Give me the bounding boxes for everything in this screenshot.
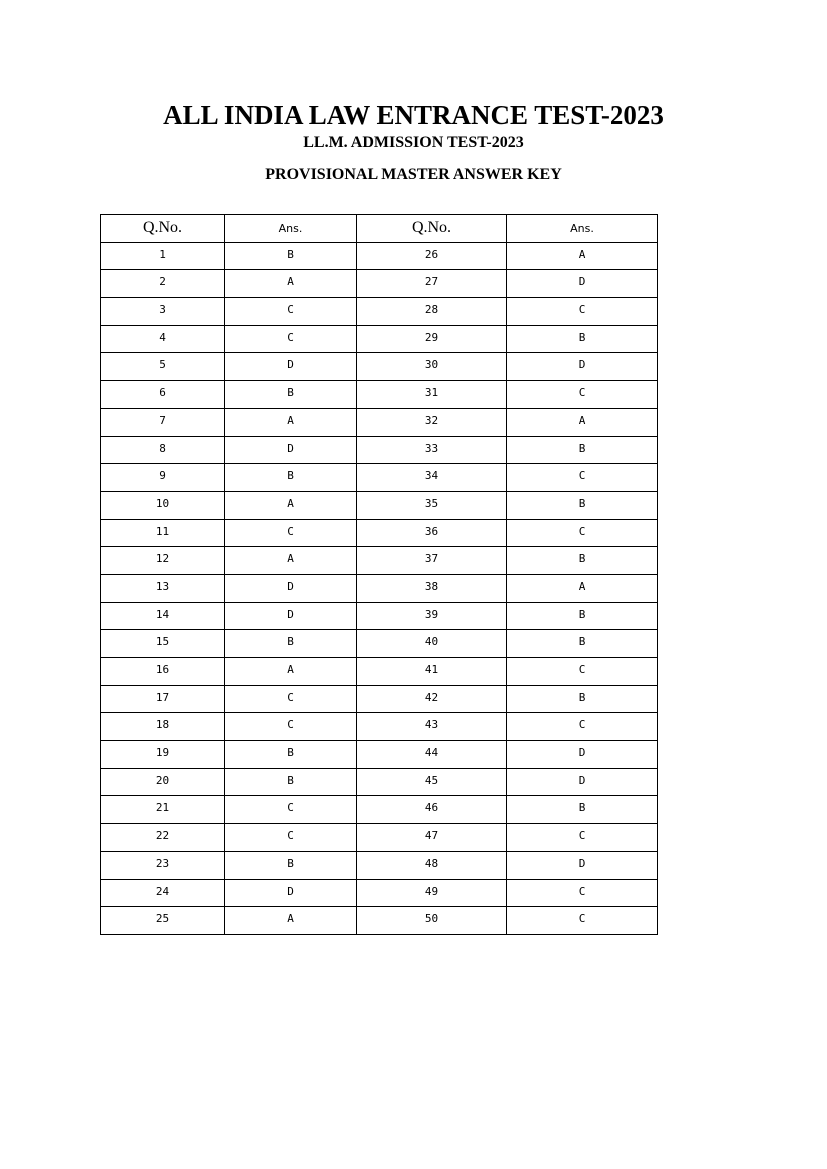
answer-left: D [225, 436, 357, 464]
answer-right: B [507, 491, 658, 519]
answer-left: B [225, 464, 357, 492]
table-row [101, 298, 658, 326]
table-row [101, 353, 658, 381]
table-row [101, 768, 658, 796]
question-number-right: 49 [357, 879, 507, 907]
table-row [101, 491, 658, 519]
answer-right: A [507, 408, 658, 436]
header-ans-left: Ans. [225, 215, 357, 243]
question-number-right: 45 [357, 768, 507, 796]
question-number-right: 46 [357, 796, 507, 824]
answer-left: C [225, 796, 357, 824]
question-number-right: 41 [357, 658, 507, 686]
table-row [101, 381, 658, 409]
answer-right: D [507, 353, 658, 381]
question-number-left: 6 [101, 381, 225, 409]
question-number-left: 17 [101, 685, 225, 713]
answer-key-title: PROVISIONAL MASTER ANSWER KEY [265, 166, 562, 183]
answer-right: B [507, 630, 658, 658]
table-row [101, 741, 658, 769]
question-number-left: 24 [101, 879, 225, 907]
question-number-left: 18 [101, 713, 225, 741]
answer-left: C [225, 325, 357, 353]
question-number-right: 47 [357, 824, 507, 852]
question-number-left: 22 [101, 824, 225, 852]
question-number-right: 26 [357, 242, 507, 270]
question-number-right: 44 [357, 741, 507, 769]
answer-left: B [225, 768, 357, 796]
question-number-left: 20 [101, 768, 225, 796]
answer-left: D [225, 602, 357, 630]
question-number-left: 2 [101, 270, 225, 298]
table-row [101, 796, 658, 824]
answer-left: B [225, 851, 357, 879]
answer-right: C [507, 381, 658, 409]
question-number-right: 40 [357, 630, 507, 658]
question-number-right: 38 [357, 574, 507, 602]
answer-key-table [100, 214, 658, 935]
table-row [101, 242, 658, 270]
question-number-right: 30 [357, 353, 507, 381]
table-row [101, 630, 658, 658]
answer-right: B [507, 436, 658, 464]
answer-right: D [507, 741, 658, 769]
answer-left: A [225, 658, 357, 686]
table-row [101, 547, 658, 575]
question-number-right: 34 [357, 464, 507, 492]
answer-left: D [225, 574, 357, 602]
table-row [101, 436, 658, 464]
question-number-left: 1 [101, 242, 225, 270]
table-row [101, 519, 658, 547]
answer-left: C [225, 824, 357, 852]
table-row [101, 464, 658, 492]
header-qno-right: Q.No. [357, 215, 507, 243]
question-number-right: 43 [357, 713, 507, 741]
question-number-left: 16 [101, 658, 225, 686]
question-number-right: 33 [357, 436, 507, 464]
answer-right: C [507, 907, 658, 935]
answer-right: B [507, 685, 658, 713]
answer-right: C [507, 298, 658, 326]
answer-right: A [507, 242, 658, 270]
question-number-left: 19 [101, 741, 225, 769]
answer-right: D [507, 270, 658, 298]
question-number-right: 32 [357, 408, 507, 436]
question-number-left: 4 [101, 325, 225, 353]
answer-left: C [225, 713, 357, 741]
answer-right: C [507, 879, 658, 907]
question-number-right: 35 [357, 491, 507, 519]
table-row [101, 270, 658, 298]
table-row [101, 574, 658, 602]
document-title: ALL INDIA LAW ENTRANCE TEST-2023 [163, 100, 664, 130]
question-number-right: 48 [357, 851, 507, 879]
question-number-right: 29 [357, 325, 507, 353]
table-row [101, 685, 658, 713]
answer-left: D [225, 879, 357, 907]
question-number-left: 23 [101, 851, 225, 879]
answer-right: D [507, 851, 658, 879]
answer-rows [101, 242, 658, 934]
answer-right: B [507, 547, 658, 575]
answer-right: C [507, 519, 658, 547]
answer-right: B [507, 325, 658, 353]
table-row [101, 658, 658, 686]
question-number-left: 9 [101, 464, 225, 492]
question-number-left: 13 [101, 574, 225, 602]
answer-left: A [225, 270, 357, 298]
table-row [101, 879, 658, 907]
answer-left: B [225, 381, 357, 409]
question-number-right: 36 [357, 519, 507, 547]
answer-left: A [225, 547, 357, 575]
question-number-left: 8 [101, 436, 225, 464]
answer-left: B [225, 242, 357, 270]
table-row [101, 408, 658, 436]
header-qno-left: Q.No. [101, 215, 225, 243]
answer-right: C [507, 464, 658, 492]
answer-left: B [225, 630, 357, 658]
question-number-right: 28 [357, 298, 507, 326]
table-row [101, 824, 658, 852]
question-number-left: 21 [101, 796, 225, 824]
answer-right: B [507, 796, 658, 824]
answer-left: B [225, 741, 357, 769]
question-number-right: 50 [357, 907, 507, 935]
question-number-left: 12 [101, 547, 225, 575]
question-number-left: 25 [101, 907, 225, 935]
answer-left: D [225, 353, 357, 381]
question-number-left: 14 [101, 602, 225, 630]
question-number-left: 7 [101, 408, 225, 436]
answer-right: C [507, 658, 658, 686]
question-number-left: 5 [101, 353, 225, 381]
question-number-left: 15 [101, 630, 225, 658]
table-row [101, 713, 658, 741]
table-row [101, 851, 658, 879]
answer-right: A [507, 574, 658, 602]
question-number-left: 11 [101, 519, 225, 547]
question-number-right: 27 [357, 270, 507, 298]
question-number-right: 42 [357, 685, 507, 713]
answer-left: C [225, 685, 357, 713]
question-number-right: 37 [357, 547, 507, 575]
question-number-right: 31 [357, 381, 507, 409]
question-number-left: 10 [101, 491, 225, 519]
table-row [101, 602, 658, 630]
answer-left: C [225, 519, 357, 547]
answer-right: C [507, 713, 658, 741]
table-header-row [101, 215, 658, 243]
answer-left: C [225, 298, 357, 326]
question-number-left: 3 [101, 298, 225, 326]
question-number-right: 39 [357, 602, 507, 630]
table-row [101, 907, 658, 935]
answer-right: D [507, 768, 658, 796]
answer-left: A [225, 907, 357, 935]
answer-left: A [225, 408, 357, 436]
answer-right: B [507, 602, 658, 630]
answer-right: C [507, 824, 658, 852]
answer-left: A [225, 491, 357, 519]
table-row [101, 325, 658, 353]
header-ans-right: Ans. [507, 215, 658, 243]
document-subtitle: LL.M. ADMISSION TEST-2023 [303, 134, 524, 151]
